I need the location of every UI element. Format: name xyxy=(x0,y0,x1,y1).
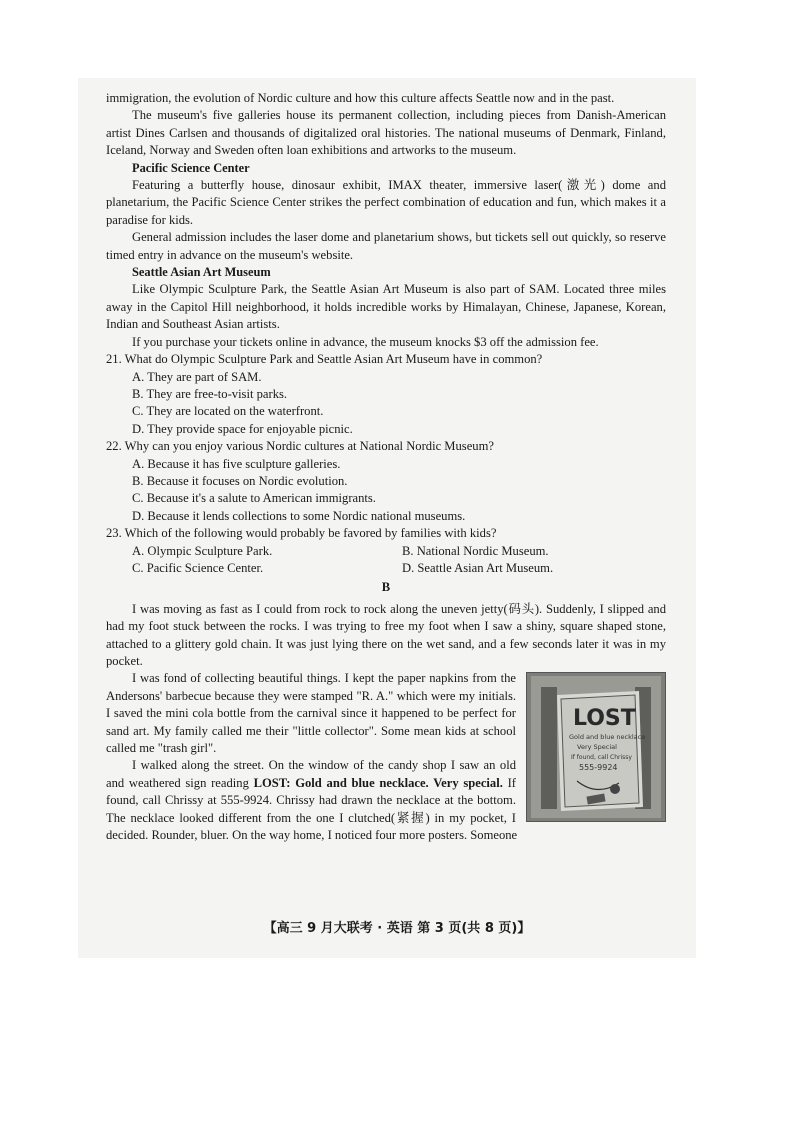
poster-line-2: Very Special xyxy=(577,743,617,752)
option-d: D. Seattle Asian Art Museum. xyxy=(402,560,554,575)
option-b: B. National Nordic Museum. xyxy=(402,543,549,558)
option-d: D. Because it lends collections to some Nordic national museums. xyxy=(132,508,466,523)
poster-line-4: 555-9924 xyxy=(579,763,618,773)
poster-title: LOST xyxy=(573,706,636,732)
option-b: B. They are free-to-visit parks. xyxy=(132,386,288,401)
options-row-1 xyxy=(106,543,666,560)
lost-sign-text: LOST: Gold and blue necklace. Very special. xyxy=(253,775,503,790)
paragraph-b-2: I was fond of collecting beautiful things. I kept the paper napkins from the Andersons' barbecue because they were stamped "R. A." which were my initials. I saved the mini cola bottle from the carnival since it happened to be perfect for sand art. My family called me their "little collector". Some mean kids at school called me "trash girl". xyxy=(106,671,516,756)
poster-wrap-zone xyxy=(106,670,666,844)
question-22 xyxy=(106,438,666,525)
poster-line-1: Gold and blue necklace xyxy=(569,733,646,742)
paragraph-asian-2: If you purchase your tickets online in advance, the museum knocks $3 off the admission fee. xyxy=(132,334,599,349)
option-d: D. They provide space for enjoyable picnic. xyxy=(132,421,353,436)
options-row-2 xyxy=(106,560,666,577)
lost-poster-drawing xyxy=(527,673,665,821)
poster-line-3: If found, call Chrissy xyxy=(571,754,632,762)
question-23 xyxy=(106,525,666,577)
paragraph-asian-1: Like Olympic Sculpture Park, the Seattle Asian Art Museum is also part of SAM. Located three miles away in the Capitol Hill neighborhood, it holds incredible works by Himalayan, Chinese, Japanese, Korean, Indian and Southeast Asian artists. xyxy=(106,282,666,332)
heading-seattle-asian-art-museum: Seattle Asian Art Museum xyxy=(132,265,271,280)
paragraph-b-1: I was moving as fast as I could from rock to rock along the uneven jetty(码头). Suddenly, I slipped and had my foot stuck between the rocks. I was trying to free my foot when I saw a shiny, square shaped stone, attached to a glittery gold chain. It was just lying there on the wet sand, and a few seconds later it was in my pocket. xyxy=(106,601,666,668)
question-stem: 23. Which of the following would probably be favored by families with kids? xyxy=(106,526,497,541)
option-a: A. They are part of SAM. xyxy=(132,369,262,384)
question-stem: 22. Why can you enjoy various Nordic cultures at National Nordic Museum? xyxy=(106,439,494,454)
option-b: B. Because it focuses on Nordic evolution. xyxy=(132,473,348,488)
option-c: C. Because it's a salute to American immigrants. xyxy=(132,491,376,506)
paragraph-galleries: The museum's five galleries house its permanent collection, including pieces from Danish-American artist Dines Carlsen and thousands of digitalized oral histories. The national museums of Denmark, Finland, Iceland, Norway and Sweden often loan exhibitions and artworks to the museum. xyxy=(106,108,666,158)
option-c: C. They are located on the waterfront. xyxy=(132,404,324,419)
option-a: A. Olympic Sculpture Park. xyxy=(132,543,273,558)
question-21 xyxy=(106,351,666,438)
question-stem: 21. What do Olympic Sculpture Park and Seattle Asian Art Museum have in common? xyxy=(106,352,543,367)
paragraph-pacific-2: General admission includes the laser dome and planetarium shows, but tickets sell out quickly, so reserve timed entry in advance on the museum's website. xyxy=(106,230,666,262)
page-footer: 【高三 9 月大联考 · 英语 第 3 页(共 8 页)】 xyxy=(263,921,531,936)
section-b-label: B xyxy=(381,580,391,595)
heading-pacific-science-center: Pacific Science Center xyxy=(132,160,250,175)
option-a: A. Because it has five sculpture galleries. xyxy=(132,456,341,471)
page-content xyxy=(106,90,666,844)
paragraph-immigration: immigration, the evolution of Nordic culture and how this culture affects Seattle now and in the past. xyxy=(106,91,615,105)
paragraph-b-3-end: If found, call Chrissy at 555-9924. Chrissy had drawn the necklace at the bottom. The necklace looked different from the one I clutched(紧握) in my pocket, I decided. Rounder, bluer. On the way home, I noticed four more posters. Someone xyxy=(106,775,518,843)
paragraph-pacific-1: Featuring a butterfly house, dinosaur exhibit, IMAX theater, immersive laser(激光) dome and planetarium, the Pacific Science Center strikes the perfect combination of education and fun, which makes it a paradise for kids. xyxy=(106,178,666,227)
paragraph-b-3-start: I walked along the street. On the window of the candy shop I saw an old and weathered sign reading xyxy=(106,758,516,790)
option-c: C. Pacific Science Center. xyxy=(132,560,264,575)
lost-poster-photo xyxy=(526,672,666,822)
